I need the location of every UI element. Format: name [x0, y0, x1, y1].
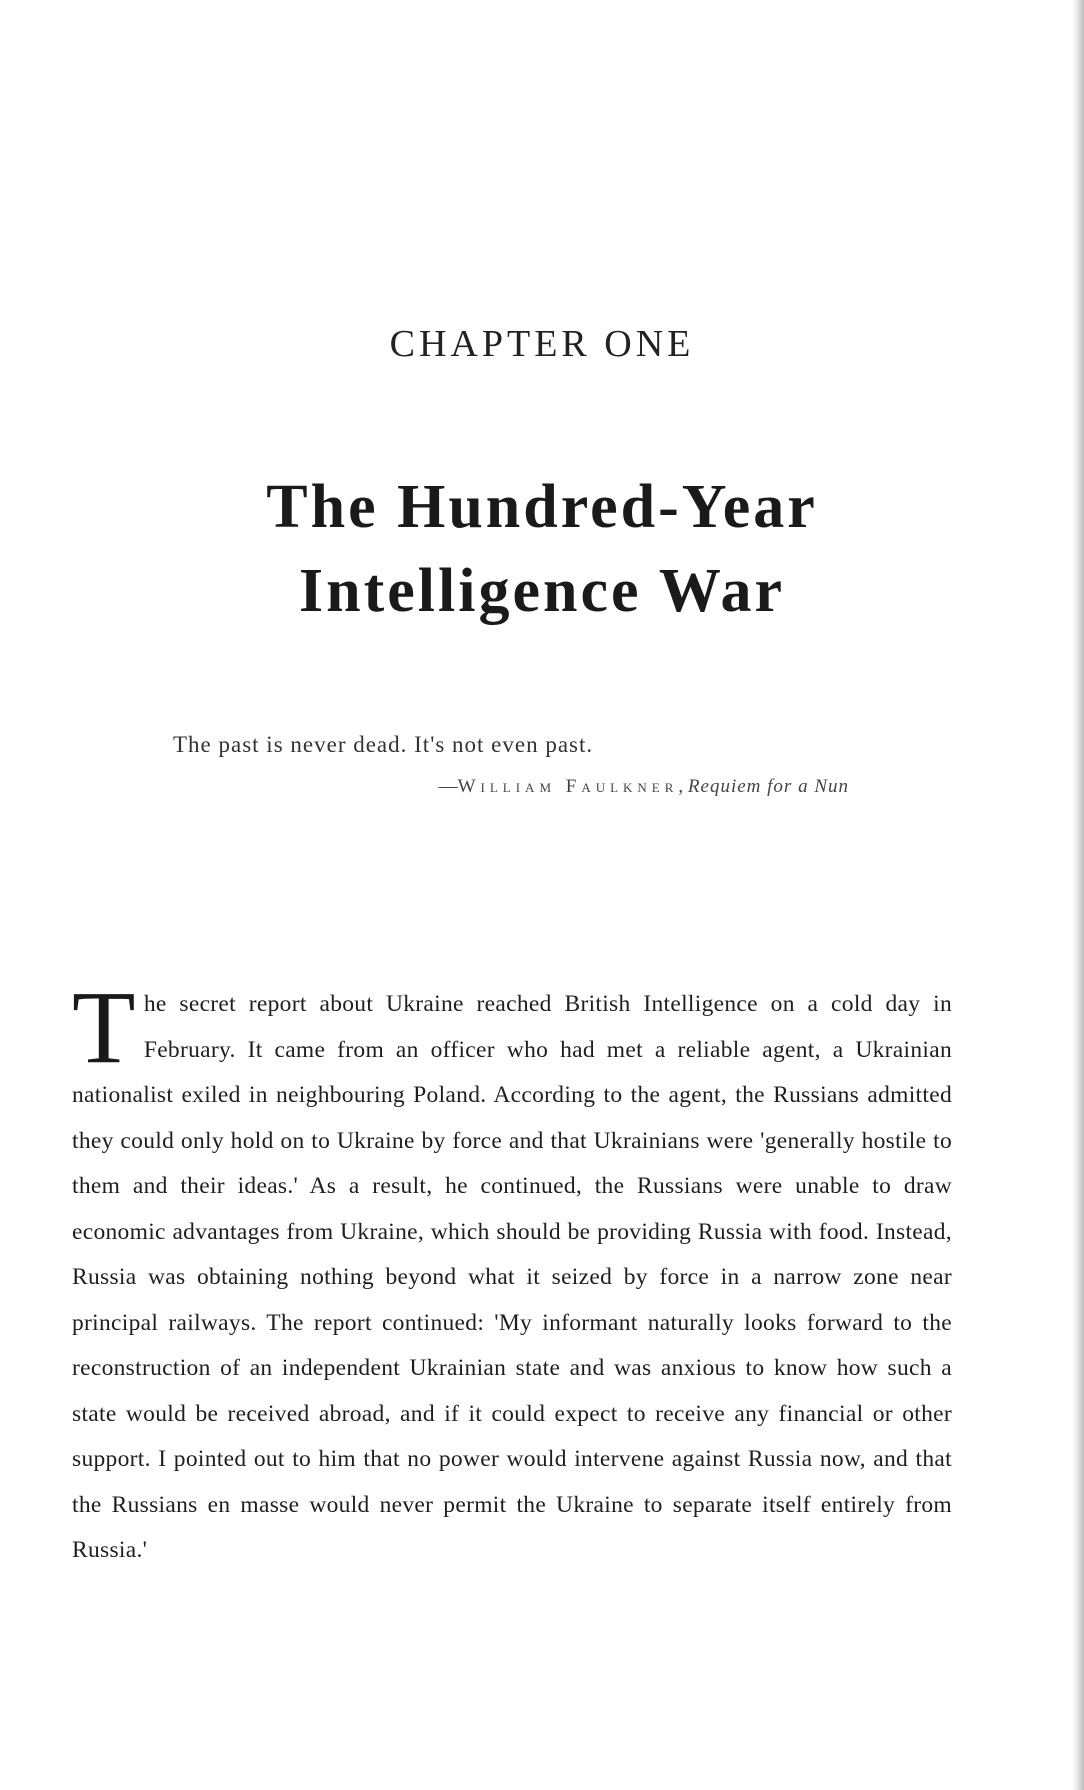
- epigraph-quote: The past is never dead. It's not even past.: [173, 732, 594, 757]
- paragraph-text: he secret report about Ukraine reached British Intelligence on a cold day in February. It came from an officer who had met a reliable agent, a Ukrainian nationalist exiled in neighbouring Poland. According to the agent, the Russians admitted they could only hold on to Ukraine by force and that Ukrainians were 'generally hostile to them and their ideas.' As a result, he continued, the Russians were unable to draw economic advantages from Ukraine, which should be providing Russia with food. Instead, Russia was obtaining nothing beyond what it seized by force in a narrow zone near principal railways. The report continued: 'My informant naturally looks forward to the reconstruction of an independent Ukrainian state and was anxious to know how such a state would be received abroad, and if it could expect to receive any financial or other support. I pointed out to him that no power would intervene against Russia now, and that the Russians en masse would never permit the Ukraine to separate itself entirely from Russia.': [72, 991, 952, 1563]
- page-edge-shadow: [1072, 0, 1084, 1790]
- epigraph: [173, 730, 873, 800]
- body-paragraph: [72, 970, 952, 1574]
- epigraph-dash: —: [438, 776, 458, 797]
- chapter-title-line-2: Intelligence War: [299, 557, 785, 625]
- epigraph-work: Requiem for a Nun: [687, 776, 849, 797]
- chapter-title-line-1: The Hundred-Year: [266, 473, 818, 541]
- epigraph-attribution: [173, 774, 873, 800]
- chapter-title: [0, 465, 1084, 633]
- epigraph-author: William Faulkner: [457, 776, 679, 797]
- drop-cap: T: [72, 970, 136, 1085]
- chapter-label: CHAPTER ONE: [389, 323, 695, 365]
- epigraph-separator: ,: [678, 776, 688, 797]
